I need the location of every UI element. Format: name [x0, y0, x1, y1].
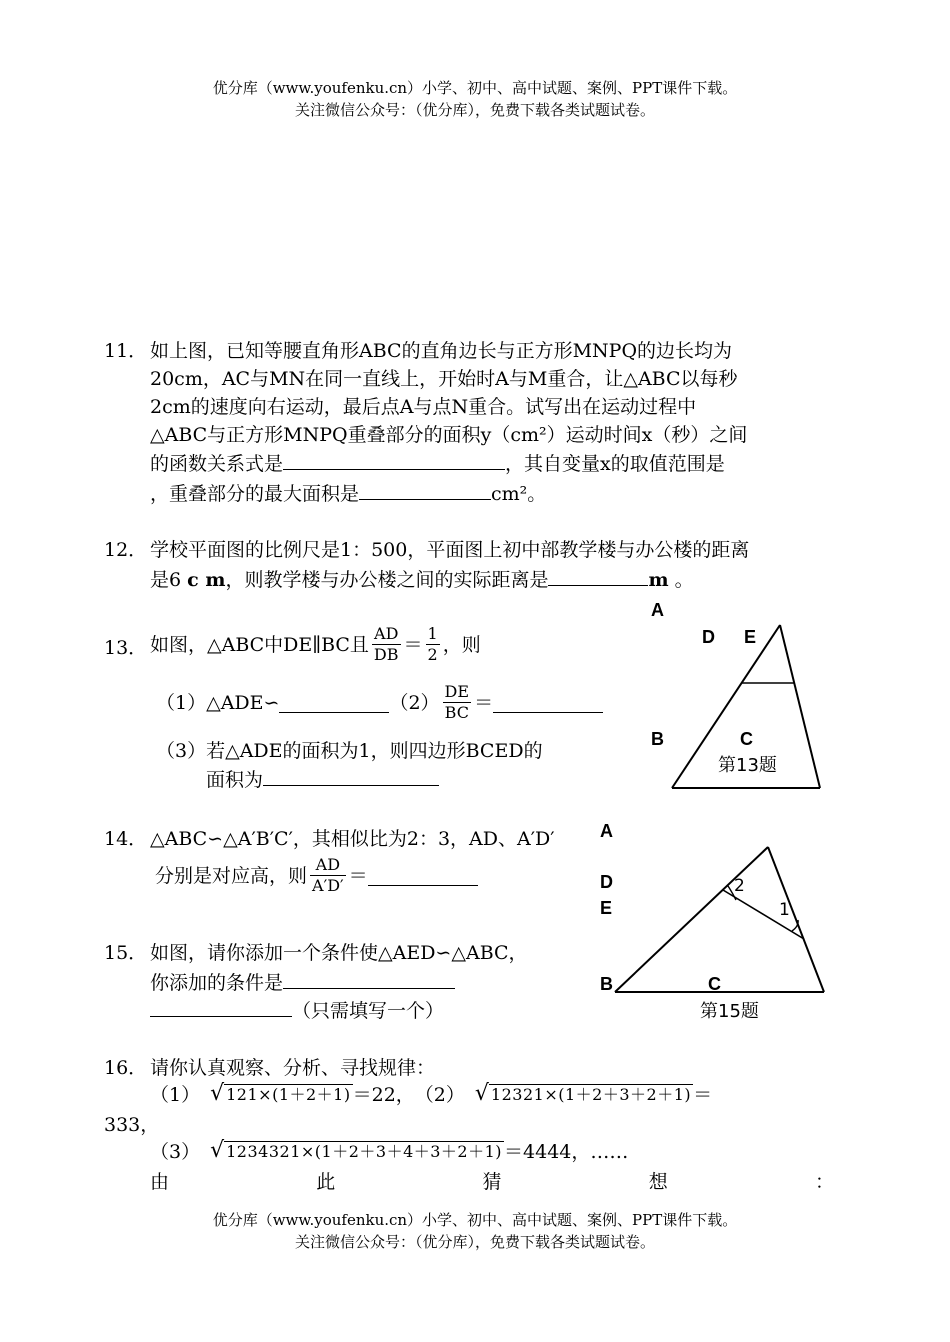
- q13-line-1: [150, 624, 481, 665]
- q16-result-3: ＝4444，……: [504, 1140, 629, 1163]
- label-b: B: [651, 729, 664, 749]
- q15-line-1: 如图，请你添加一个条件使△AED∽△ABC，: [150, 942, 528, 964]
- fraction-ad-a-prime-d-prime: $\frac{AD}{A'D'}$: [312, 855, 344, 895]
- answer-blank-condition-cont[interactable]: [150, 996, 292, 1017]
- question-number: 16．: [104, 1057, 148, 1079]
- answer-blank-similar-triangle[interactable]: [279, 692, 389, 713]
- question-number: 15．: [104, 942, 148, 964]
- angle-label-2: 2: [734, 876, 745, 896]
- label-e: E: [744, 627, 757, 647]
- answer-blank-condition[interactable]: [283, 968, 455, 989]
- q16-line-4: [150, 1137, 628, 1166]
- q12-text: 。: [674, 569, 694, 591]
- q14-line-1: △ABC∽△A′B′C′，其相似比为2：3，AD、A′D′: [150, 828, 555, 850]
- side-ab: [615, 847, 768, 992]
- q11-text: ，重叠部分的最大面积是: [150, 483, 360, 505]
- question-number: 13．: [104, 637, 148, 659]
- q13-text: ，则: [442, 633, 481, 656]
- equals-sign: ＝: [474, 691, 494, 714]
- q14-line-2: [155, 855, 478, 896]
- q15-line-3: [150, 996, 444, 1025]
- answer-blank-height-ratio[interactable]: [368, 865, 478, 886]
- q11-line-2: 20cm，AC与MN在同一直线上，开始时A与M重合，让△ABC以每秒: [150, 368, 738, 390]
- q11-unit: cm²。: [491, 483, 547, 505]
- q13-text: 如图，△ABC中DE∥BC且: [150, 633, 369, 656]
- q16-result-1: ＝22，: [352, 1083, 415, 1106]
- label-a: A: [651, 600, 664, 620]
- q16-result-2: ＝: [693, 1083, 713, 1106]
- angle-label-1: 1: [779, 900, 790, 920]
- q11-line-5: [150, 449, 725, 478]
- answer-blank-area[interactable]: [263, 765, 439, 786]
- label-b: B: [600, 974, 613, 994]
- question-number: 14．: [104, 828, 148, 850]
- q16-part-2-label: （2）: [414, 1083, 465, 1106]
- q11-line-4: △ABC与正方形MNPQ重叠部分的面积y（cm²）运动时间x（秒）之间: [150, 424, 748, 446]
- answer-blank-ratio[interactable]: [493, 692, 603, 713]
- sqrt-expression-2: √ 12321×(1＋2＋3＋2＋1): [474, 1081, 692, 1106]
- figure-13-caption: 第13题: [718, 755, 777, 776]
- q11-text: 的函数关系式是: [150, 453, 284, 475]
- question-number: 11．: [104, 340, 148, 362]
- answer-blank-distance[interactable]: [548, 565, 648, 586]
- label-c: C: [708, 974, 721, 994]
- q13-part-3: （3）若△ADE的面积为1，则四边形BCED的: [156, 740, 543, 762]
- q11-text: ，其自变量x的取值范围是: [505, 453, 725, 475]
- q16-line-3: 333，: [104, 1114, 160, 1136]
- q16-line-1: 请你认真观察、分析、寻找规律：: [150, 1057, 436, 1079]
- label-c: C: [740, 729, 753, 749]
- footer-line-1: 优分库（www.youfenku.cn）小学、初中、高中试题、案例、PPT课件下载。: [212, 1211, 738, 1229]
- q16-part-1-label: （1）: [150, 1083, 201, 1106]
- side-ac: [768, 847, 824, 992]
- q12-line-2: [150, 565, 694, 594]
- q12-text: ，则教学楼与办公楼之间的实际距离是: [225, 569, 549, 591]
- fraction-one-half: $\frac{1}{2}$: [427, 624, 438, 664]
- q14-text: 分别是对应高，则: [155, 864, 308, 887]
- q16-text: 此: [316, 1171, 336, 1193]
- equals-sign: ＝: [403, 633, 423, 656]
- answer-blank-max-area[interactable]: [359, 479, 491, 500]
- answer-blank-function[interactable]: [283, 449, 505, 470]
- q11-line-1: 如上图，已知等腰直角形ABC的直角边长与正方形MNPQ的边长均为: [150, 340, 733, 362]
- label-d: D: [702, 627, 715, 647]
- q16-text: 想: [648, 1171, 668, 1193]
- header-line-1: 优分库（www.youfenku.cn）小学、初中、高中试题、案例、PPT课件下载。: [212, 79, 738, 97]
- q12-text: 是6: [150, 569, 182, 591]
- q13-part-2: （2）: [389, 691, 440, 714]
- sqrt-expression-3: √ 1234321×(1＋2＋3＋4＋3＋2＋1): [210, 1138, 503, 1163]
- equals-sign: ＝: [348, 864, 368, 887]
- q11-line-6: [150, 479, 546, 508]
- q15-line-2: [150, 968, 455, 997]
- label-d: D: [600, 872, 613, 892]
- header-line-2: 关注微信公众号：（优分库），免费下载各类试题试卷。: [294, 101, 655, 119]
- label-a: A: [600, 821, 613, 841]
- fraction-ad-db: $\frac{AD}{DB}$: [373, 624, 399, 664]
- q13-line-2: [156, 682, 603, 723]
- fraction-de-bc: $\frac{DE}{BC}$: [444, 682, 470, 722]
- q12-unit-m: m: [648, 569, 669, 591]
- footer-line-2: 关注微信公众号：（优分库），免费下载各类试题试卷。: [294, 1233, 655, 1251]
- q16-part-3-label: （3）: [150, 1140, 201, 1163]
- q16-line-2: [150, 1080, 712, 1109]
- q12-unit-cm: c m: [187, 569, 226, 591]
- q16-line-5: [150, 1168, 834, 1196]
- q13-line-4: [206, 765, 439, 794]
- q13-part-1: （1）△ADE∽: [156, 691, 280, 714]
- q16-text: 由: [150, 1171, 170, 1193]
- side-ac: [780, 625, 820, 788]
- q15-text: 你添加的条件是: [150, 972, 284, 994]
- figure-15-caption: 第15题: [700, 1001, 759, 1022]
- q16-text: ：: [814, 1171, 834, 1193]
- question-number: 12．: [104, 539, 148, 561]
- label-e: E: [600, 898, 613, 918]
- q13-text: 面积为: [206, 769, 264, 791]
- q11-line-3: 2cm的速度向右运动，最后点A与点N重合。试写出在运动过程中: [150, 396, 697, 418]
- q16-text: 猜: [482, 1171, 502, 1193]
- q15-note: （只需填写一个）: [292, 1000, 445, 1022]
- sqrt-expression-1: √ 121×(1＋2＋1): [210, 1081, 351, 1106]
- q12-line-1: 学校平面图的比例尺是1：500，平面图上初中部教学楼与办公楼的距离: [150, 539, 750, 561]
